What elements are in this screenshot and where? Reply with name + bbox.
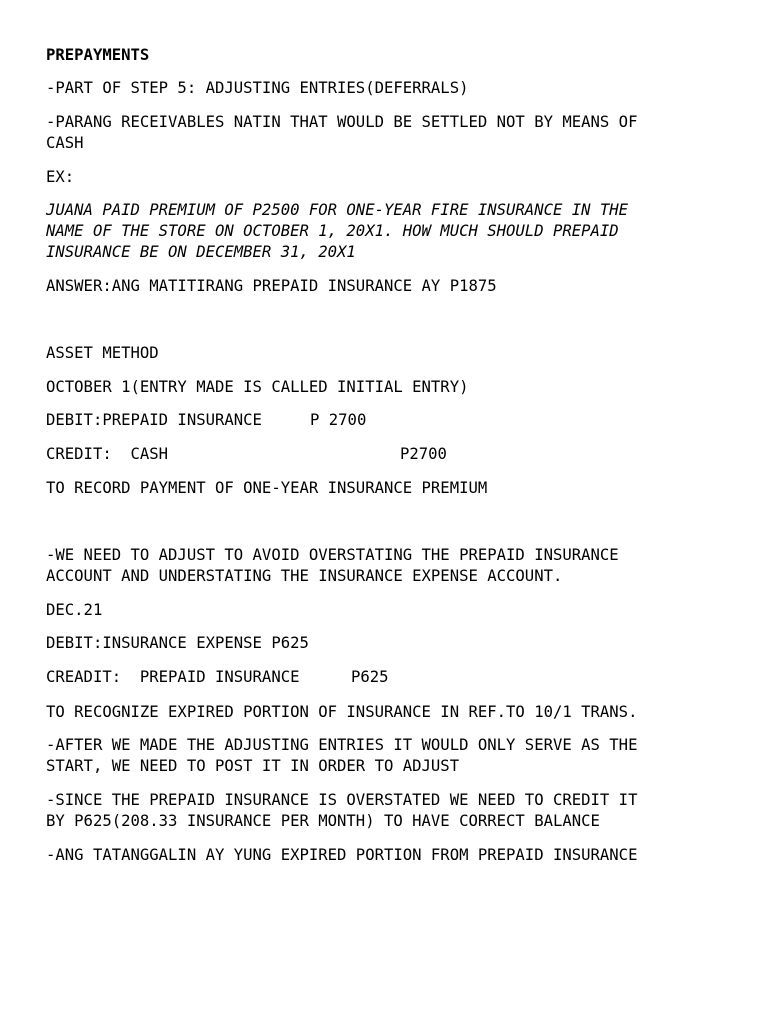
- page-title: PREPAYMENTS: [46, 46, 150, 64]
- initial-entry-line: OCTOBER 1(ENTRY MADE IS CALLED INITIAL ENTRY): [46, 378, 469, 396]
- record-payment-line: TO RECORD PAYMENT OF ONE-YEAR INSURANCE PREMIUM: [46, 479, 488, 497]
- post-note-line-1: -AFTER WE MADE THE ADJUSTING ENTRIES IT WOULD ONLY SERVE AS THE: [46, 736, 638, 754]
- credit-note-line-1: -SINCE THE PREPAID INSURANCE IS OVERSTATED WE NEED TO CREDIT IT: [46, 791, 638, 809]
- adjust-note-line-2: ACCOUNT AND UNDERSTATING THE INSURANCE EXPENSE ACCOUNT.: [46, 567, 563, 585]
- example-line-3: INSURANCE BE ON DECEMBER 31, 20X1: [46, 243, 356, 261]
- answer-line: ANSWER:ANG MATITIRANG PREPAID INSURANCE AY P1875: [46, 277, 497, 295]
- post-note-line-2: START, WE NEED TO POST IT IN ORDER TO ADJUST: [46, 757, 460, 775]
- credit-prepaid-label: CREADIT: PREPAID INSURANCE: [46, 668, 300, 686]
- example-line-1: JUANA PAID PREMIUM OF P2500 FOR ONE-YEAR FIRE INSURANCE IN THE: [46, 201, 629, 219]
- asset-method-heading: ASSET METHOD: [46, 344, 159, 362]
- example-line-2: NAME OF THE STORE ON OCTOBER 1, 20X1. HOW MUCH SHOULD PREPAID: [46, 222, 619, 240]
- definition-line-1: -PARANG RECEIVABLES NATIN THAT WOULD BE SETTLED NOT BY MEANS OF: [46, 113, 638, 131]
- credit-note-line-2: BY P625(208.33 INSURANCE PER MONTH) TO HAVE CORRECT BALANCE: [46, 812, 600, 830]
- credit-cash-label: CREDIT: CASH: [46, 445, 169, 463]
- remove-note-line: -ANG TATANGGALIN AY YUNG EXPIRED PORTION FROM PREPAID INSURANCE: [46, 846, 638, 864]
- definition-line-2: CASH: [46, 134, 84, 152]
- debit-prepaid-amount: P 2700: [310, 411, 367, 429]
- adjust-note-line-1: -WE NEED TO ADJUST TO AVOID OVERSTATING THE PREPAID INSURANCE: [46, 546, 619, 564]
- recognize-expired-line: TO RECOGNIZE EXPIRED PORTION OF INSURANCE IN REF.TO 10/1 TRANS.: [46, 703, 638, 721]
- credit-cash-amount: P2700: [400, 445, 447, 463]
- debit-prepaid-label: DEBIT:PREPAID INSURANCE: [46, 411, 262, 429]
- adjusting-date: DEC.21: [46, 601, 103, 619]
- credit-prepaid-amount: P625: [351, 668, 389, 686]
- ex-label: EX:: [46, 168, 75, 186]
- debit-expense-line: DEBIT:INSURANCE EXPENSE P625: [46, 634, 309, 652]
- step-note: -PART OF STEP 5: ADJUSTING ENTRIES(DEFERRALS): [46, 79, 469, 97]
